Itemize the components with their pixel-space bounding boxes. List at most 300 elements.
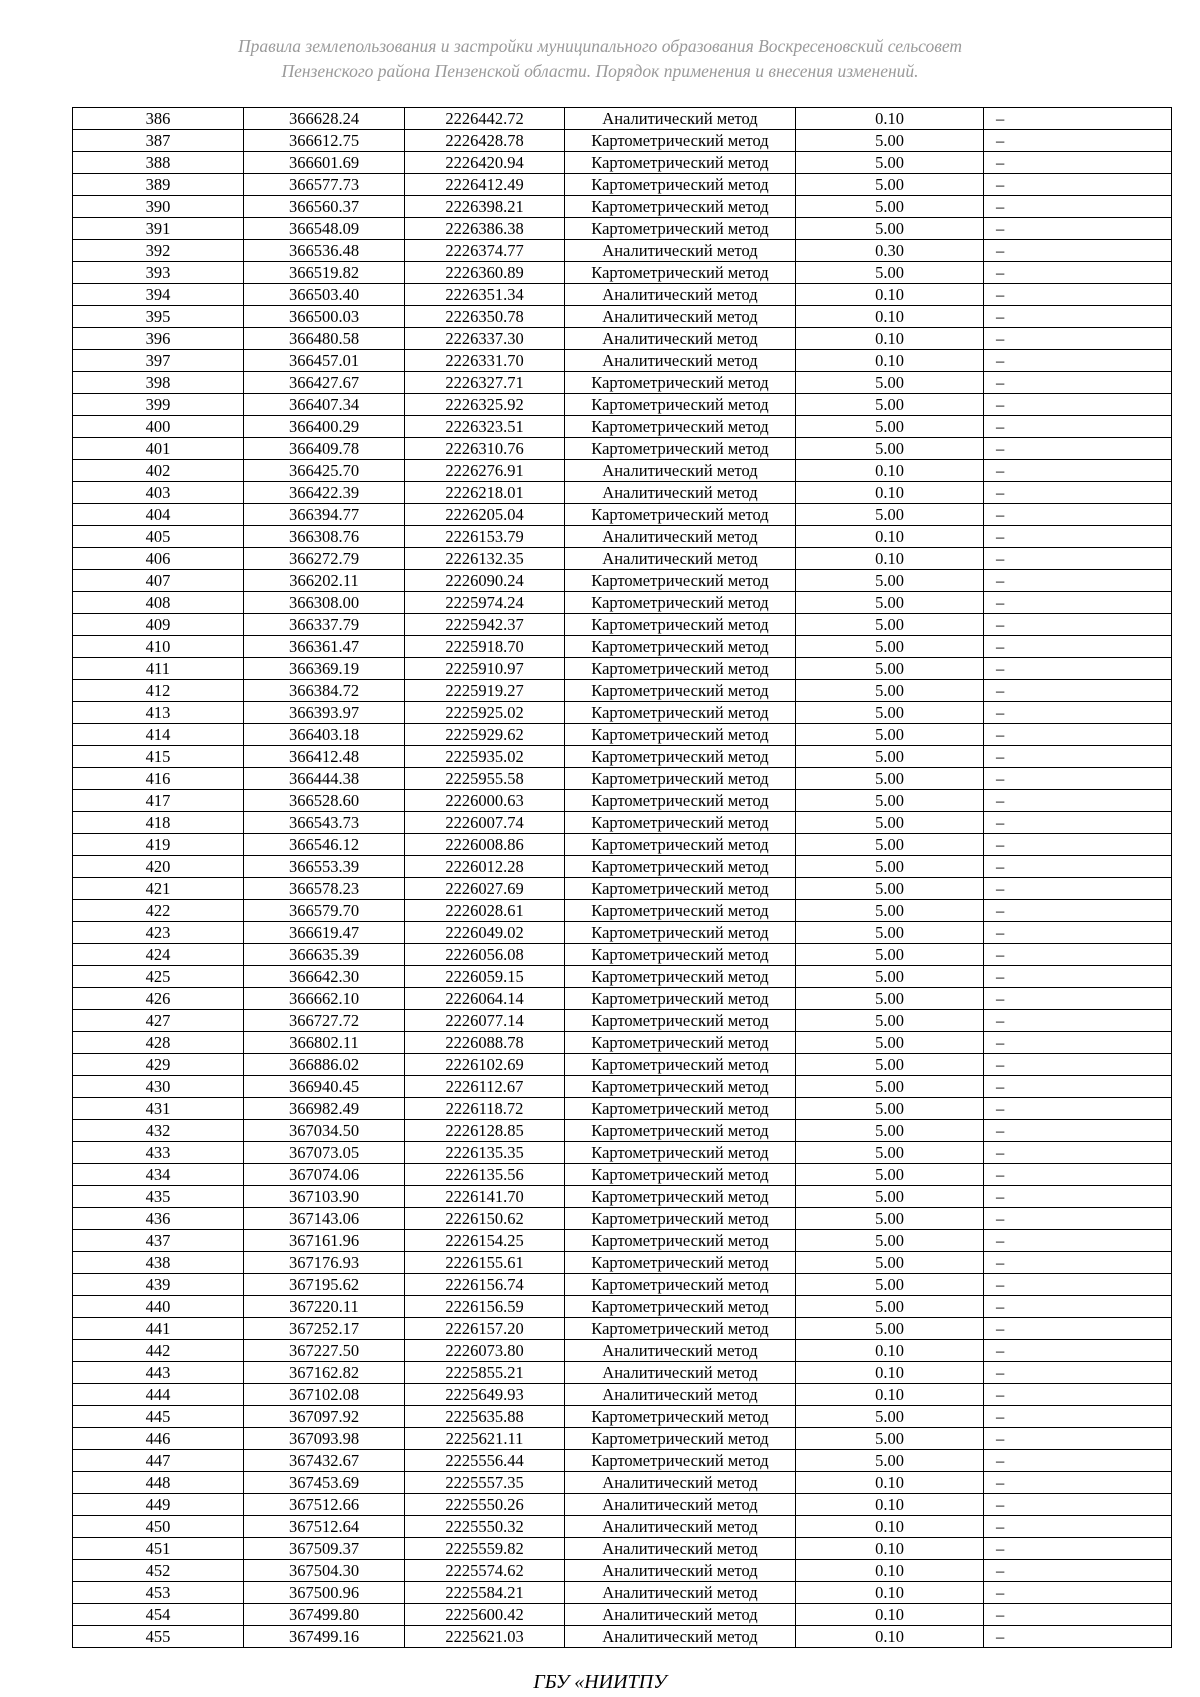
y-coordinate-cell: 2225621.03 [405,1626,565,1648]
table-row [73,1560,1172,1582]
method-cell: Картометрический метод [565,416,796,438]
table-row [73,570,1172,592]
y-coordinate-cell: 2226150.62 [405,1208,565,1230]
table-row [73,1362,1172,1384]
x-coordinate-cell: 367453.69 [244,1472,405,1494]
y-coordinate-cell: 2226323.51 [405,416,565,438]
description-cell: – [984,504,1172,526]
accuracy-cell: 5.00 [796,702,984,724]
table-row [73,966,1172,988]
x-coordinate-cell: 366612.75 [244,130,405,152]
accuracy-cell: 5.00 [796,614,984,636]
x-coordinate-cell: 366407.34 [244,394,405,416]
y-coordinate-cell: 2226155.61 [405,1252,565,1274]
point-number-cell: 408 [73,592,244,614]
method-cell: Картометрический метод [565,1428,796,1450]
y-coordinate-cell: 2226049.02 [405,922,565,944]
accuracy-cell: 0.10 [796,1340,984,1362]
y-coordinate-cell: 2226154.25 [405,1230,565,1252]
accuracy-cell: 0.10 [796,1582,984,1604]
x-coordinate-cell: 367093.98 [244,1428,405,1450]
x-coordinate-cell: 366662.10 [244,988,405,1010]
x-coordinate-cell: 367227.50 [244,1340,405,1362]
table-row [73,1252,1172,1274]
accuracy-cell: 5.00 [796,768,984,790]
y-coordinate-cell: 2226128.85 [405,1120,565,1142]
description-cell: – [984,966,1172,988]
y-coordinate-cell: 2226112.67 [405,1076,565,1098]
x-coordinate-cell: 367074.06 [244,1164,405,1186]
method-cell: Аналитический метод [565,548,796,570]
table-row [73,1054,1172,1076]
point-number-cell: 427 [73,1010,244,1032]
accuracy-cell: 5.00 [796,394,984,416]
method-cell: Аналитический метод [565,350,796,372]
table-row [73,306,1172,328]
description-cell: – [984,1340,1172,1362]
y-coordinate-cell: 2226360.89 [405,262,565,284]
point-number-cell: 394 [73,284,244,306]
accuracy-cell: 5.00 [796,658,984,680]
x-coordinate-cell: 366546.12 [244,834,405,856]
table-row [73,1604,1172,1626]
method-cell: Аналитический метод [565,460,796,482]
method-cell: Картометрический метод [565,438,796,460]
method-cell: Аналитический метод [565,1582,796,1604]
method-cell: Картометрический метод [565,812,796,834]
accuracy-cell: 5.00 [796,900,984,922]
point-number-cell: 445 [73,1406,244,1428]
y-coordinate-cell: 2226325.92 [405,394,565,416]
accuracy-cell: 5.00 [796,1164,984,1186]
point-number-cell: 443 [73,1362,244,1384]
accuracy-cell: 0.10 [796,1538,984,1560]
method-cell: Аналитический метод [565,108,796,130]
description-cell: – [984,1164,1172,1186]
accuracy-cell: 5.00 [796,1076,984,1098]
point-number-cell: 439 [73,1274,244,1296]
method-cell: Картометрический метод [565,636,796,658]
x-coordinate-cell: 366543.73 [244,812,405,834]
accuracy-cell: 5.00 [796,592,984,614]
table-row [73,1142,1172,1164]
table-row [73,284,1172,306]
x-coordinate-cell: 366400.29 [244,416,405,438]
method-cell: Картометрический метод [565,1296,796,1318]
table-row [73,460,1172,482]
y-coordinate-cell: 2225974.24 [405,592,565,614]
method-cell: Картометрический метод [565,988,796,1010]
x-coordinate-cell: 367220.11 [244,1296,405,1318]
table-row [73,680,1172,702]
description-cell: – [984,284,1172,306]
y-coordinate-cell: 2225935.02 [405,746,565,768]
accuracy-cell: 5.00 [796,1208,984,1230]
method-cell: Картометрический метод [565,1098,796,1120]
method-cell: Аналитический метод [565,1340,796,1362]
method-cell: Картометрический метод [565,614,796,636]
table-row [73,1032,1172,1054]
table-row [73,174,1172,196]
y-coordinate-cell: 2226028.61 [405,900,565,922]
accuracy-cell: 0.10 [796,1362,984,1384]
x-coordinate-cell: 366578.23 [244,878,405,900]
table-row [73,812,1172,834]
description-cell: – [984,1450,1172,1472]
description-cell: – [984,1230,1172,1252]
x-coordinate-cell: 367512.66 [244,1494,405,1516]
y-coordinate-cell: 2225649.93 [405,1384,565,1406]
point-number-cell: 396 [73,328,244,350]
method-cell: Картометрический метод [565,174,796,196]
point-number-cell: 409 [73,614,244,636]
method-cell: Аналитический метод [565,1362,796,1384]
table-row [73,1098,1172,1120]
point-number-cell: 406 [73,548,244,570]
accuracy-cell: 0.10 [796,284,984,306]
description-cell: – [984,812,1172,834]
x-coordinate-cell: 367195.62 [244,1274,405,1296]
accuracy-cell: 0.10 [796,306,984,328]
description-cell: – [984,1494,1172,1516]
description-cell: – [984,834,1172,856]
x-coordinate-cell: 367512.64 [244,1516,405,1538]
point-number-cell: 414 [73,724,244,746]
point-number-cell: 405 [73,526,244,548]
table-row [73,328,1172,350]
description-cell: – [984,526,1172,548]
point-number-cell: 442 [73,1340,244,1362]
accuracy-cell: 0.10 [796,1626,984,1648]
table-row [73,1010,1172,1032]
x-coordinate-cell: 366802.11 [244,1032,405,1054]
method-cell: Картометрический метод [565,922,796,944]
x-coordinate-cell: 366560.37 [244,196,405,218]
method-cell: Картометрический метод [565,1120,796,1142]
description-cell: – [984,1142,1172,1164]
point-number-cell: 415 [73,746,244,768]
x-coordinate-cell: 366369.19 [244,658,405,680]
table-row [73,1428,1172,1450]
y-coordinate-cell: 2225635.88 [405,1406,565,1428]
point-number-cell: 435 [73,1186,244,1208]
description-cell: – [984,944,1172,966]
table-row [73,1582,1172,1604]
table-row [73,900,1172,922]
x-coordinate-cell: 366619.47 [244,922,405,944]
x-coordinate-cell: 366308.76 [244,526,405,548]
y-coordinate-cell: 2226135.35 [405,1142,565,1164]
accuracy-cell: 5.00 [796,1428,984,1450]
accuracy-cell: 5.00 [796,1296,984,1318]
accuracy-cell: 5.00 [796,438,984,460]
method-cell: Аналитический метод [565,328,796,350]
description-cell: – [984,482,1172,504]
description-cell: – [984,614,1172,636]
table-row [73,702,1172,724]
point-number-cell: 410 [73,636,244,658]
description-cell: – [984,394,1172,416]
y-coordinate-cell: 2225584.21 [405,1582,565,1604]
description-cell: – [984,856,1172,878]
accuracy-cell: 5.00 [796,944,984,966]
table-row [73,372,1172,394]
y-coordinate-cell: 2226442.72 [405,108,565,130]
point-number-cell: 391 [73,218,244,240]
accuracy-cell: 5.00 [796,1318,984,1340]
method-cell: Картометрический метод [565,790,796,812]
description-cell: – [984,152,1172,174]
header-line-2: Пензенского района Пензенской области. Порядок применения и внесения изменений. [281,61,919,81]
point-number-cell: 441 [73,1318,244,1340]
method-cell: Аналитический метод [565,284,796,306]
method-cell: Картометрический метод [565,1054,796,1076]
point-number-cell: 411 [73,658,244,680]
y-coordinate-cell: 2226056.08 [405,944,565,966]
y-coordinate-cell: 2226157.20 [405,1318,565,1340]
point-number-cell: 403 [73,482,244,504]
table-row [73,614,1172,636]
method-cell: Аналитический метод [565,526,796,548]
x-coordinate-cell: 366642.30 [244,966,405,988]
method-cell: Картометрический метод [565,1164,796,1186]
table-row [73,262,1172,284]
x-coordinate-cell: 366577.73 [244,174,405,196]
accuracy-cell: 0.10 [796,1494,984,1516]
accuracy-cell: 0.10 [796,1560,984,1582]
point-number-cell: 429 [73,1054,244,1076]
header-line-1: Правила землепользования и застройки муниципального образования Воскресеновский сельсовет [237,36,963,56]
y-coordinate-cell: 2226073.80 [405,1340,565,1362]
method-cell: Картометрический метод [565,702,796,724]
y-coordinate-cell: 2226102.69 [405,1054,565,1076]
method-cell: Картометрический метод [565,658,796,680]
accuracy-cell: 0.10 [796,526,984,548]
description-cell: – [984,130,1172,152]
method-cell: Картометрический метод [565,592,796,614]
point-number-cell: 447 [73,1450,244,1472]
description-cell: – [984,900,1172,922]
accuracy-cell: 0.10 [796,1516,984,1538]
accuracy-cell: 5.00 [796,416,984,438]
y-coordinate-cell: 2226090.24 [405,570,565,592]
description-cell: – [984,108,1172,130]
point-number-cell: 424 [73,944,244,966]
accuracy-cell: 0.10 [796,328,984,350]
x-coordinate-cell: 366444.38 [244,768,405,790]
description-cell: – [984,196,1172,218]
point-number-cell: 432 [73,1120,244,1142]
accuracy-cell: 5.00 [796,988,984,1010]
x-coordinate-cell: 367432.67 [244,1450,405,1472]
method-cell: Картометрический метод [565,680,796,702]
description-cell: – [984,1406,1172,1428]
y-coordinate-cell: 2226077.14 [405,1010,565,1032]
x-coordinate-cell: 366480.58 [244,328,405,350]
x-coordinate-cell: 366425.70 [244,460,405,482]
y-coordinate-cell: 2225855.21 [405,1362,565,1384]
accuracy-cell: 5.00 [796,1142,984,1164]
description-cell: – [984,768,1172,790]
y-coordinate-cell: 2226156.59 [405,1296,565,1318]
y-coordinate-cell: 2226350.78 [405,306,565,328]
method-cell: Картометрический метод [565,1406,796,1428]
description-cell: – [984,1010,1172,1032]
description-cell: – [984,1538,1172,1560]
coordinates-table [72,107,1172,1648]
table-row [73,416,1172,438]
y-coordinate-cell: 2226008.86 [405,834,565,856]
table-row [73,240,1172,262]
description-cell: – [984,592,1172,614]
description-cell: – [984,1252,1172,1274]
point-number-cell: 398 [73,372,244,394]
description-cell: – [984,1516,1172,1538]
x-coordinate-cell: 367161.96 [244,1230,405,1252]
coordinates-table-body [73,108,1172,1648]
y-coordinate-cell: 2226088.78 [405,1032,565,1054]
point-number-cell: 425 [73,966,244,988]
method-cell: Аналитический метод [565,1384,796,1406]
page-footer: ГБУ «НИИТПУ [533,1671,667,1693]
y-coordinate-cell: 2225574.62 [405,1560,565,1582]
point-number-cell: 388 [73,152,244,174]
description-cell: – [984,988,1172,1010]
y-coordinate-cell: 2226276.91 [405,460,565,482]
accuracy-cell: 5.00 [796,570,984,592]
description-cell: – [984,1076,1172,1098]
accuracy-cell: 5.00 [796,196,984,218]
y-coordinate-cell: 2226218.01 [405,482,565,504]
method-cell: Аналитический метод [565,1472,796,1494]
description-cell: – [984,240,1172,262]
point-number-cell: 422 [73,900,244,922]
method-cell: Картометрический метод [565,856,796,878]
point-number-cell: 402 [73,460,244,482]
point-number-cell: 436 [73,1208,244,1230]
point-number-cell: 449 [73,1494,244,1516]
table-row [73,1538,1172,1560]
table-row [73,1120,1172,1142]
point-number-cell: 393 [73,262,244,284]
table-row [73,1076,1172,1098]
x-coordinate-cell: 366500.03 [244,306,405,328]
method-cell: Аналитический метод [565,1516,796,1538]
accuracy-cell: 5.00 [796,1274,984,1296]
point-number-cell: 418 [73,812,244,834]
y-coordinate-cell: 2225919.27 [405,680,565,702]
description-cell: – [984,746,1172,768]
method-cell: Картометрический метод [565,944,796,966]
y-coordinate-cell: 2225550.32 [405,1516,565,1538]
description-cell: – [984,1626,1172,1648]
y-coordinate-cell: 2226428.78 [405,130,565,152]
table-row [73,1296,1172,1318]
y-coordinate-cell: 2225925.02 [405,702,565,724]
description-cell: – [984,1362,1172,1384]
accuracy-cell: 5.00 [796,372,984,394]
y-coordinate-cell: 2225559.82 [405,1538,565,1560]
method-cell: Картометрический метод [565,218,796,240]
method-cell: Картометрический метод [565,504,796,526]
point-number-cell: 404 [73,504,244,526]
point-number-cell: 390 [73,196,244,218]
point-number-cell: 452 [73,1560,244,1582]
method-cell: Аналитический метод [565,1494,796,1516]
description-cell: – [984,878,1172,900]
table-row [73,1274,1172,1296]
y-coordinate-cell: 2226135.56 [405,1164,565,1186]
x-coordinate-cell: 366536.48 [244,240,405,262]
accuracy-cell: 5.00 [796,1032,984,1054]
x-coordinate-cell: 366579.70 [244,900,405,922]
y-coordinate-cell: 2226331.70 [405,350,565,372]
method-cell: Картометрический метод [565,746,796,768]
table-row [73,394,1172,416]
accuracy-cell: 5.00 [796,922,984,944]
table-row [73,438,1172,460]
x-coordinate-cell: 367034.50 [244,1120,405,1142]
table-row [73,350,1172,372]
description-cell: – [984,1120,1172,1142]
point-number-cell: 397 [73,350,244,372]
accuracy-cell: 5.00 [796,262,984,284]
description-cell: – [984,570,1172,592]
accuracy-cell: 5.00 [796,856,984,878]
table-row [73,526,1172,548]
point-number-cell: 389 [73,174,244,196]
description-cell: – [984,350,1172,372]
method-cell: Картометрический метод [565,262,796,284]
x-coordinate-cell: 366628.24 [244,108,405,130]
table-row [73,1164,1172,1186]
accuracy-cell: 5.00 [796,636,984,658]
accuracy-cell: 0.10 [796,548,984,570]
y-coordinate-cell: 2226059.15 [405,966,565,988]
method-cell: Аналитический метод [565,1604,796,1626]
x-coordinate-cell: 366635.39 [244,944,405,966]
table-row [73,1406,1172,1428]
description-cell: – [984,1186,1172,1208]
table-row [73,196,1172,218]
method-cell: Аналитический метод [565,1626,796,1648]
x-coordinate-cell: 367504.30 [244,1560,405,1582]
description-cell: – [984,460,1172,482]
x-coordinate-cell: 367176.93 [244,1252,405,1274]
method-cell: Аналитический метод [565,306,796,328]
method-cell: Картометрический метод [565,1450,796,1472]
description-cell: – [984,724,1172,746]
table-row [73,548,1172,570]
method-cell: Аналитический метод [565,240,796,262]
method-cell: Картометрический метод [565,372,796,394]
table-row [73,1186,1172,1208]
accuracy-cell: 5.00 [796,878,984,900]
point-number-cell: 434 [73,1164,244,1186]
method-cell: Аналитический метод [565,482,796,504]
point-number-cell: 412 [73,680,244,702]
table-row [73,504,1172,526]
description-cell: – [984,1604,1172,1626]
table-row [73,130,1172,152]
description-cell: – [984,262,1172,284]
description-cell: – [984,636,1172,658]
method-cell: Картометрический метод [565,834,796,856]
point-number-cell: 392 [73,240,244,262]
table-row [73,636,1172,658]
accuracy-cell: 5.00 [796,1450,984,1472]
x-coordinate-cell: 366422.39 [244,482,405,504]
